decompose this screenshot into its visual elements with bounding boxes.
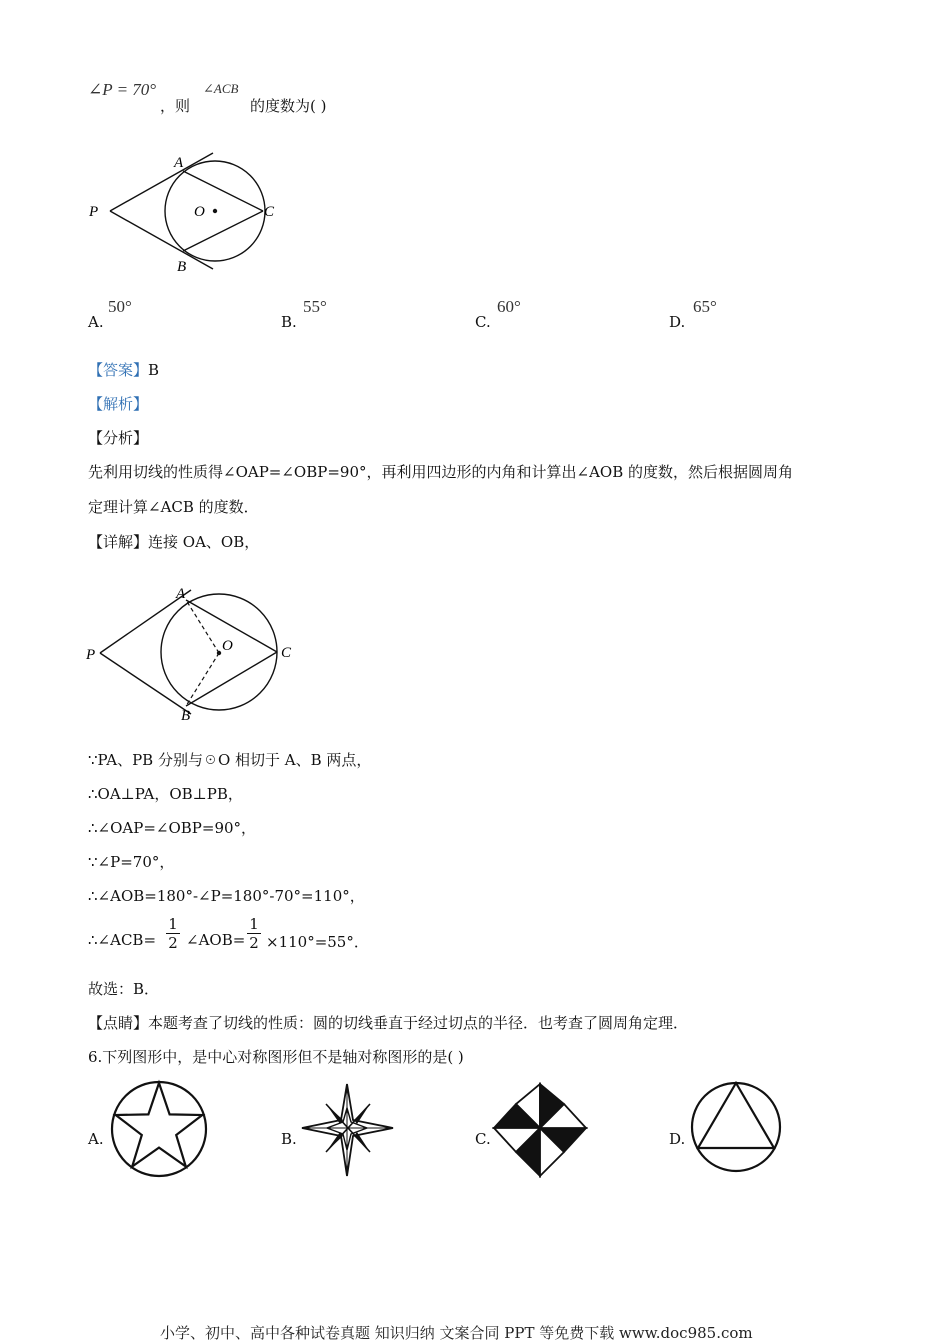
q6-option-b-letter: B. <box>281 1130 297 1148</box>
fenxi-tag: 【分析】 <box>88 429 149 447</box>
answer-line <box>88 359 159 380</box>
comment-line <box>88 1012 688 1033</box>
label-b-2: B <box>181 708 191 724</box>
label-c-2: C <box>281 645 292 661</box>
step-5: ∴∠AOB=180°-∠P=180°-70°=110°， <box>88 887 365 905</box>
option-b-value: 55° <box>303 297 327 316</box>
radius-oa <box>186 600 219 653</box>
fenxi-line2: 定理计算∠ACB 的度数． <box>88 498 259 516</box>
q6-option-a-figure <box>110 1080 210 1180</box>
stem-suffix: 的度数为( ) <box>250 97 327 115</box>
chord-bc-2 <box>186 652 277 706</box>
q6-option-b-figure <box>300 1082 398 1180</box>
step-3: ∴∠OAP=∠OBP=90°， <box>88 819 257 837</box>
option-a-letter: A. <box>88 313 104 331</box>
step-2: ∴OA⊥PA，OB⊥PB， <box>88 785 243 803</box>
analysis-tag: 【解析】 <box>88 395 149 413</box>
stem-comma: ，则 <box>160 97 191 115</box>
fraction-den-2: 2 <box>249 934 259 952</box>
fraction-num-1: 1 <box>168 915 178 933</box>
label-o: O <box>194 204 205 220</box>
label-b: B <box>177 259 187 275</box>
footer: 小学、初中、高中各种试卷真题 知识归纳 文案合同 PPT 等免费下载 www.doc985.com <box>160 1324 753 1342</box>
answer-value: B <box>148 361 160 379</box>
option-c-value: 60° <box>497 297 521 316</box>
label-p-2: P <box>86 647 96 663</box>
label-c: C <box>264 204 275 220</box>
step-6-prefix: ∴∠ACB= <box>88 931 157 949</box>
option-d-value: 65° <box>693 297 717 316</box>
figure-tangent-circle-1 <box>80 145 290 280</box>
label-a: A <box>174 155 184 171</box>
comment-text: 本题考查了切线的性质：圆的切线垂直于经过切点的半径．也考查了圆周角定理． <box>148 1014 689 1032</box>
label-o-2: O <box>222 638 233 654</box>
step-6-middle: ∠AOB= <box>186 931 246 949</box>
detail-text: 连接 OA、OB， <box>148 533 260 551</box>
conclusion: 故选：B． <box>88 980 160 998</box>
detail-line <box>88 531 259 552</box>
label-a-2: A <box>176 586 186 602</box>
question6-stem: 6.下列图形中，是中心对称图形但不是轴对称图形的是( ) <box>88 1048 464 1066</box>
label-p: P <box>89 204 99 220</box>
stem-math-acb: ∠ACB <box>203 81 239 96</box>
option-a-value: 50° <box>108 297 132 316</box>
step-1: ∵PA、PB 分别与☉O 相切于 A、B 两点， <box>88 751 372 769</box>
step-6-suffix: ×110°=55°． <box>266 933 369 951</box>
option-d-letter: D. <box>669 313 686 331</box>
tangent-pb-2 <box>100 653 191 714</box>
q6-option-d-letter: D. <box>669 1130 686 1148</box>
fraction-half-1 <box>166 916 180 951</box>
figure-tangent-circle-2 <box>80 580 310 725</box>
comment-tag: 【点睛】 <box>88 1014 149 1032</box>
center-dot <box>213 209 217 213</box>
q6-option-c-figure <box>492 1082 590 1180</box>
tangent-pa <box>110 153 213 211</box>
fraction-den-1: 2 <box>168 934 178 952</box>
step-4: ∵∠P=70°， <box>88 853 175 871</box>
option-c-letter: C. <box>475 313 491 331</box>
fraction-half-2 <box>247 916 261 951</box>
stem-math-p: ∠P = 70° <box>88 80 157 99</box>
center-dot-2 <box>217 651 221 655</box>
q6-option-d-figure <box>690 1080 786 1176</box>
answer-tag: 【答案】 <box>88 361 149 379</box>
q6-option-c-letter: C. <box>475 1130 491 1148</box>
option-b-letter: B. <box>281 313 297 331</box>
radius-ob <box>186 653 219 706</box>
q6-option-a-letter: A. <box>88 1130 104 1148</box>
detail-tag: 【详解】 <box>88 533 149 551</box>
fenxi-line1: 先利用切线的性质得∠OAP=∠OBP=90°，再利用四边形的内角和计算出∠AOB 的度数，然后根据圆周角 <box>88 463 793 481</box>
fraction-num-2: 1 <box>249 915 259 933</box>
